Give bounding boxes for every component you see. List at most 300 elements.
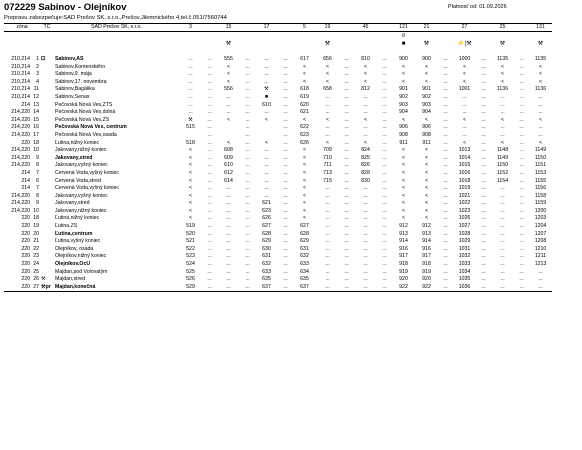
departure-time: 922 — [415, 284, 438, 292]
departure-time: ... — [278, 284, 293, 292]
timetable-row — [4, 140, 552, 148]
departure-time: 1154 — [496, 177, 509, 184]
departure-time: ... — [519, 154, 524, 161]
departure-time: 1204 — [534, 223, 547, 230]
departure-time: ... — [443, 200, 448, 207]
trip-symbol: ⚒ — [499, 41, 506, 47]
departure-time: 521 — [186, 238, 195, 245]
km-cell: 18 — [33, 139, 39, 146]
departure-time: ... — [519, 116, 524, 123]
departure-time: ... — [283, 215, 288, 222]
zone-cell: 214,220 — [11, 162, 30, 169]
departure-time: ... — [344, 63, 349, 70]
departure-time: < — [302, 169, 307, 176]
departure-time: ... — [245, 116, 250, 123]
trip-symbols-row — [4, 40, 552, 48]
departure-time: ... — [344, 223, 349, 230]
departure-time: ... — [245, 56, 250, 62]
departure-time: ... — [226, 93, 231, 100]
departure-time: ... — [325, 101, 330, 108]
tc-cell — [40, 132, 54, 140]
departure-time: ... — [382, 93, 387, 100]
departure-time: ... — [245, 93, 250, 100]
trip-symbol — [278, 48, 293, 56]
departure-time: ... — [207, 109, 212, 116]
departure-time: ... — [481, 78, 486, 85]
departure-time: ... — [344, 93, 349, 100]
departure-time: < — [363, 63, 368, 70]
departure-time: ... — [264, 56, 269, 62]
departure-time: ... — [283, 276, 288, 283]
departure-time: ... — [481, 56, 486, 62]
departure-time: 631 — [262, 253, 271, 260]
trip-symbol — [179, 48, 202, 56]
departure-time: < — [401, 147, 406, 154]
departure-time: < — [302, 215, 307, 222]
departure-time: ... — [382, 71, 387, 78]
departure-time: ... — [344, 200, 349, 207]
departure-time: ... — [344, 109, 349, 116]
departure-time: < — [424, 154, 429, 161]
departure-time: 1150 — [496, 162, 509, 169]
departure-time: ... — [363, 238, 368, 245]
departure-time: ... — [529, 284, 552, 292]
departure-time: ... — [226, 223, 231, 230]
departure-time: ... — [382, 192, 387, 199]
km-cell: 21 — [33, 238, 39, 245]
stop-name: Sabinov,Komenského — [55, 63, 106, 70]
departure-time: 1013 — [458, 147, 471, 154]
departure-time: ... — [382, 223, 387, 230]
departure-time: < — [188, 169, 193, 176]
zone-cell: 210,214 — [11, 86, 30, 93]
departure-time: 1028 — [458, 230, 471, 237]
departure-time: ... — [500, 131, 505, 138]
trip-symbols-row — [4, 48, 552, 56]
departure-time: 628 — [300, 230, 309, 237]
departure-time: ... — [481, 162, 486, 169]
departure-time: < — [188, 207, 193, 214]
departure-time: ... — [264, 63, 269, 70]
departure-time: 1036 — [453, 284, 476, 292]
departure-time: ... — [519, 93, 524, 100]
departure-time: ... — [382, 215, 387, 222]
trip-symbol — [217, 32, 240, 41]
km-cell: 7 — [36, 169, 39, 176]
departure-time: ... — [443, 238, 448, 245]
zone-cell: 220 — [21, 245, 30, 252]
departure-time: < — [424, 116, 429, 123]
departure-time: 1019 — [458, 185, 471, 192]
departure-time: ... — [344, 86, 349, 93]
km-cell: 12 — [33, 93, 39, 100]
departure-time: ... — [443, 71, 448, 78]
departure-time: ... — [443, 109, 448, 116]
departure-time: ... — [519, 78, 524, 85]
departure-time: < — [401, 116, 406, 123]
stop-name: Ľutina,nižný koniec — [55, 215, 100, 222]
departure-time: 656 — [323, 56, 332, 62]
departure-time: ... — [500, 192, 505, 199]
trip-symbol — [255, 32, 278, 41]
departure-time: ... — [207, 215, 212, 222]
departure-time: ... — [283, 63, 288, 70]
departure-time: 626 — [262, 215, 271, 222]
departure-time: ... — [462, 93, 467, 100]
departure-time: ... — [283, 147, 288, 154]
departure-time: 525 — [186, 268, 195, 275]
tc-cell — [40, 147, 54, 155]
trip-symbol — [202, 40, 217, 48]
departure-time: ... — [207, 63, 212, 70]
timetable-row — [4, 261, 552, 269]
departure-time: 810 — [361, 56, 370, 62]
departure-time: 917 — [422, 253, 431, 260]
departure-time: ... — [481, 192, 486, 199]
departure-time: 914 — [399, 238, 408, 245]
departure-time: ... — [519, 177, 524, 184]
km-cell: 18 — [33, 215, 39, 222]
departure-time: ... — [344, 147, 349, 154]
trip-symbol — [354, 32, 377, 41]
stop-name: Červená Voda,vyšný koniec — [55, 169, 120, 176]
departure-time: ... — [344, 169, 349, 176]
departure-time: ... — [519, 162, 524, 169]
trip-symbol: ⚒ — [537, 41, 544, 47]
departure-time: ... — [344, 131, 349, 138]
departure-time: ... — [207, 261, 212, 268]
departure-time: 626 — [300, 139, 309, 146]
departure-time: 922 — [392, 284, 415, 292]
departure-time: < — [424, 147, 429, 154]
departure-time: ... — [500, 93, 505, 100]
departure-time: ... — [245, 200, 250, 207]
departure-time: 713 — [323, 169, 332, 176]
departure-time: 914 — [422, 238, 431, 245]
trip-symbol — [529, 48, 552, 56]
departure-time: ... — [202, 284, 217, 292]
departure-time: ... — [481, 238, 486, 245]
departure-time: ... — [443, 124, 448, 131]
departure-time: ... — [481, 139, 486, 146]
departure-time: ... — [481, 109, 486, 116]
departure-time: ... — [519, 131, 524, 138]
departure-time: ... — [283, 185, 288, 192]
tc-cell — [40, 231, 54, 239]
trip-number-blank — [514, 24, 529, 32]
departure-time: < — [188, 147, 193, 154]
departure-time: ... — [283, 207, 288, 214]
departure-time: 1135 — [496, 56, 509, 62]
departure-time: < — [401, 162, 406, 169]
departure-time: ... — [538, 109, 543, 116]
departure-time: ... — [382, 63, 387, 70]
departure-time: ... — [519, 86, 524, 93]
departure-time: ... — [363, 245, 368, 252]
km-cell: 26 — [33, 276, 39, 283]
departure-time: ... — [382, 56, 387, 62]
tc-header: TČ — [40, 24, 54, 32]
km-cell: 23 — [33, 253, 39, 260]
departure-time: 1021 — [458, 192, 471, 199]
departure-time: 631 — [300, 245, 309, 252]
departure-time: ... — [538, 131, 543, 138]
timetable-row — [4, 147, 552, 155]
departure-time: ⚒ — [264, 86, 269, 93]
stop-name: Jakovany,nižný koniec — [55, 147, 107, 154]
departure-time: ... — [325, 192, 330, 199]
departure-time: ... — [226, 276, 231, 283]
trip-symbol — [339, 32, 354, 41]
departure-time: ... — [462, 124, 467, 131]
departure-time: ... — [207, 139, 212, 146]
trip-symbol — [514, 48, 529, 56]
zone-cell: 214,220 — [11, 200, 30, 207]
trip-symbol — [453, 32, 476, 41]
departure-time: 1203 — [534, 215, 547, 222]
departure-time: ... — [382, 78, 387, 85]
departure-time: ... — [481, 215, 486, 222]
stop-name: Pečovská Nová Ves,osada — [55, 131, 117, 138]
departure-time: 1159 — [534, 200, 547, 207]
tc-cell — [40, 223, 54, 231]
departure-time: ... — [226, 268, 231, 275]
timetable-row — [4, 231, 552, 239]
departure-time: < — [302, 71, 307, 78]
departure-time: 526 — [186, 276, 195, 283]
departure-time: ... — [245, 192, 250, 199]
departure-time: ... — [325, 245, 330, 252]
departure-time: < — [325, 63, 330, 70]
departure-time: 908 — [422, 131, 431, 138]
departure-time: ... — [325, 185, 330, 192]
departure-time: ... — [519, 238, 524, 245]
departure-time: ... — [207, 245, 212, 252]
departure-time: ... — [443, 154, 448, 161]
departure-time: ... — [344, 207, 349, 214]
stop-name: Sabinov,17. novembra — [55, 78, 107, 85]
departure-time: 622 — [300, 124, 309, 131]
departure-time: < — [401, 200, 406, 207]
tc-cell — [40, 117, 54, 125]
departure-time: ... — [519, 147, 524, 154]
departure-time: < — [401, 78, 406, 85]
trip-symbol: ⚡|⚒ — [457, 41, 472, 47]
zone-cell: 210,214 — [11, 71, 30, 78]
departure-time: 913 — [399, 230, 408, 237]
stop-name: Jakovany,stred — [55, 154, 93, 161]
tc-cell — [40, 94, 54, 102]
departure-time: 824 — [361, 147, 370, 154]
departure-time: 913 — [422, 230, 431, 237]
departure-time: ... — [207, 276, 212, 283]
timetable-row — [4, 94, 552, 102]
tc-cell: ⚀ — [41, 56, 46, 62]
departure-time: ... — [382, 169, 387, 176]
departure-time: ... — [283, 86, 288, 93]
departure-time: 630 — [262, 245, 271, 252]
departure-time: ... — [207, 154, 212, 161]
departure-time: 1151 — [534, 162, 547, 169]
km-cell: 3 — [36, 71, 39, 78]
departure-time: < — [538, 63, 543, 70]
departure-time: < — [424, 63, 429, 70]
departure-time: < — [226, 63, 231, 70]
trip-number-blank — [202, 24, 217, 32]
departure-time: < — [363, 116, 368, 123]
stop-name: Majdan,konečná — [54, 284, 179, 292]
trip-symbol — [316, 48, 339, 56]
departure-time: ... — [226, 200, 231, 207]
departure-time: < — [401, 169, 406, 176]
departure-time: ... — [283, 139, 288, 146]
departure-time: 637 — [255, 284, 278, 292]
departure-time: ... — [283, 245, 288, 252]
departure-time: ... — [283, 162, 288, 169]
departure-time: 523 — [186, 253, 195, 260]
departure-time: ... — [207, 71, 212, 78]
departure-time: ... — [443, 63, 448, 70]
trip-number-131: 131 — [529, 24, 552, 32]
departure-time: ... — [344, 261, 349, 268]
departure-time: < — [424, 185, 429, 192]
departure-time: ... — [207, 185, 212, 192]
departure-time: ... — [188, 56, 193, 62]
departure-time: ... — [325, 131, 330, 138]
departure-time: ... — [325, 200, 330, 207]
departure-time: ... — [245, 78, 250, 85]
trip-symbol — [240, 40, 255, 48]
departure-time: < — [500, 63, 505, 70]
trip-number-blank — [339, 24, 354, 32]
departure-time: ... — [443, 261, 448, 268]
trip-symbol — [240, 32, 255, 41]
departure-time: < — [424, 177, 429, 184]
departure-time: ... — [519, 268, 524, 275]
departure-time: 1033 — [458, 261, 471, 268]
departure-time: ... — [443, 139, 448, 146]
departure-time: 825 — [361, 154, 370, 161]
departure-time: ... — [476, 284, 491, 292]
departure-time: ... — [207, 207, 212, 214]
departure-time: < — [424, 71, 429, 78]
zone-cell: 210,214 — [11, 93, 30, 100]
timetable-title: 072229 Sabinov - Olejníkov — [4, 2, 127, 13]
departure-time: ... — [382, 154, 387, 161]
departure-time: 610 — [262, 101, 271, 108]
departure-time: ... — [344, 215, 349, 222]
km-cell: 22 — [33, 245, 39, 252]
departure-time: ... — [207, 223, 212, 230]
departure-time: ... — [207, 101, 212, 108]
trip-symbol — [255, 40, 278, 48]
departure-time: ... — [500, 207, 505, 214]
trip-symbol — [377, 48, 392, 56]
departure-time: ... — [344, 276, 349, 283]
departure-time: ... — [245, 109, 250, 116]
departure-time: < — [188, 154, 193, 161]
departure-time: ... — [283, 101, 288, 108]
timetable-row — [4, 102, 552, 110]
trip-symbol — [339, 48, 354, 56]
departure-time: ... — [481, 93, 486, 100]
departure-time: ... — [344, 154, 349, 161]
zone-cell: 220 — [21, 215, 30, 222]
departure-time: 1000 — [458, 56, 471, 62]
departure-time: 1200 — [534, 207, 547, 214]
departure-time: ... — [519, 215, 524, 222]
departure-time: ... — [443, 93, 448, 100]
departure-time: ... — [500, 200, 505, 207]
departure-time: ... — [377, 284, 392, 292]
departure-time: ... — [481, 253, 486, 260]
departure-time: ... — [443, 56, 448, 62]
zone-cell: 214,220 — [11, 154, 30, 161]
departure-time: 632 — [300, 253, 309, 260]
km-cell: 8 — [36, 192, 39, 199]
departure-time: < — [401, 192, 406, 199]
departure-time: 628 — [262, 230, 271, 237]
departure-time: ... — [325, 276, 330, 283]
departure-time: ... — [207, 192, 212, 199]
stop-name: Jakovany,vyšný koniec — [55, 192, 108, 199]
departure-time: 612 — [224, 169, 233, 176]
departure-time: < — [401, 185, 406, 192]
departure-time: ... — [363, 109, 368, 116]
departure-time: ... — [462, 101, 467, 108]
departure-time: ... — [481, 207, 486, 214]
departure-time: 1213 — [534, 261, 547, 268]
departure-time: ... — [207, 162, 212, 169]
trip-symbol — [476, 48, 491, 56]
departure-time: ... — [207, 169, 212, 176]
departure-time: ... — [245, 230, 250, 237]
departure-time: ... — [481, 86, 486, 93]
departure-time: ... — [264, 71, 269, 78]
departure-time: ... — [443, 177, 448, 184]
departure-time: ... — [500, 215, 505, 222]
departure-time: ... — [325, 124, 330, 131]
departure-time: < — [500, 116, 505, 123]
tc-cell: ⚒pr — [40, 284, 54, 292]
trip-symbol — [202, 48, 217, 56]
departure-time: ... — [481, 185, 486, 192]
departure-time: ... — [481, 131, 486, 138]
departure-time: ... — [443, 86, 448, 93]
departure-time: 812 — [361, 86, 370, 93]
departure-time: ... — [443, 276, 448, 283]
tc-cell — [40, 124, 54, 132]
stop-name: Jakovany,stred — [55, 200, 90, 207]
stop-name: Ľutina,vyšný koniec — [55, 238, 101, 245]
trip-symbol — [293, 32, 316, 41]
departure-time: ... — [245, 261, 250, 268]
departure-time: ■ — [264, 93, 269, 100]
departure-time: ... — [207, 124, 212, 131]
departure-time: 621 — [300, 109, 309, 116]
departure-time: ... — [481, 223, 486, 230]
departure-time: < — [302, 185, 307, 192]
trip-symbol — [438, 32, 453, 41]
departure-time: ... — [500, 101, 505, 108]
departure-time: ... — [443, 215, 448, 222]
departure-time: < — [226, 78, 231, 85]
departure-time: ... — [188, 71, 193, 78]
departure-time: 900 — [422, 56, 431, 62]
trip-symbol — [377, 32, 392, 41]
departure-time: ... — [519, 276, 524, 283]
departure-time: ... — [226, 245, 231, 252]
